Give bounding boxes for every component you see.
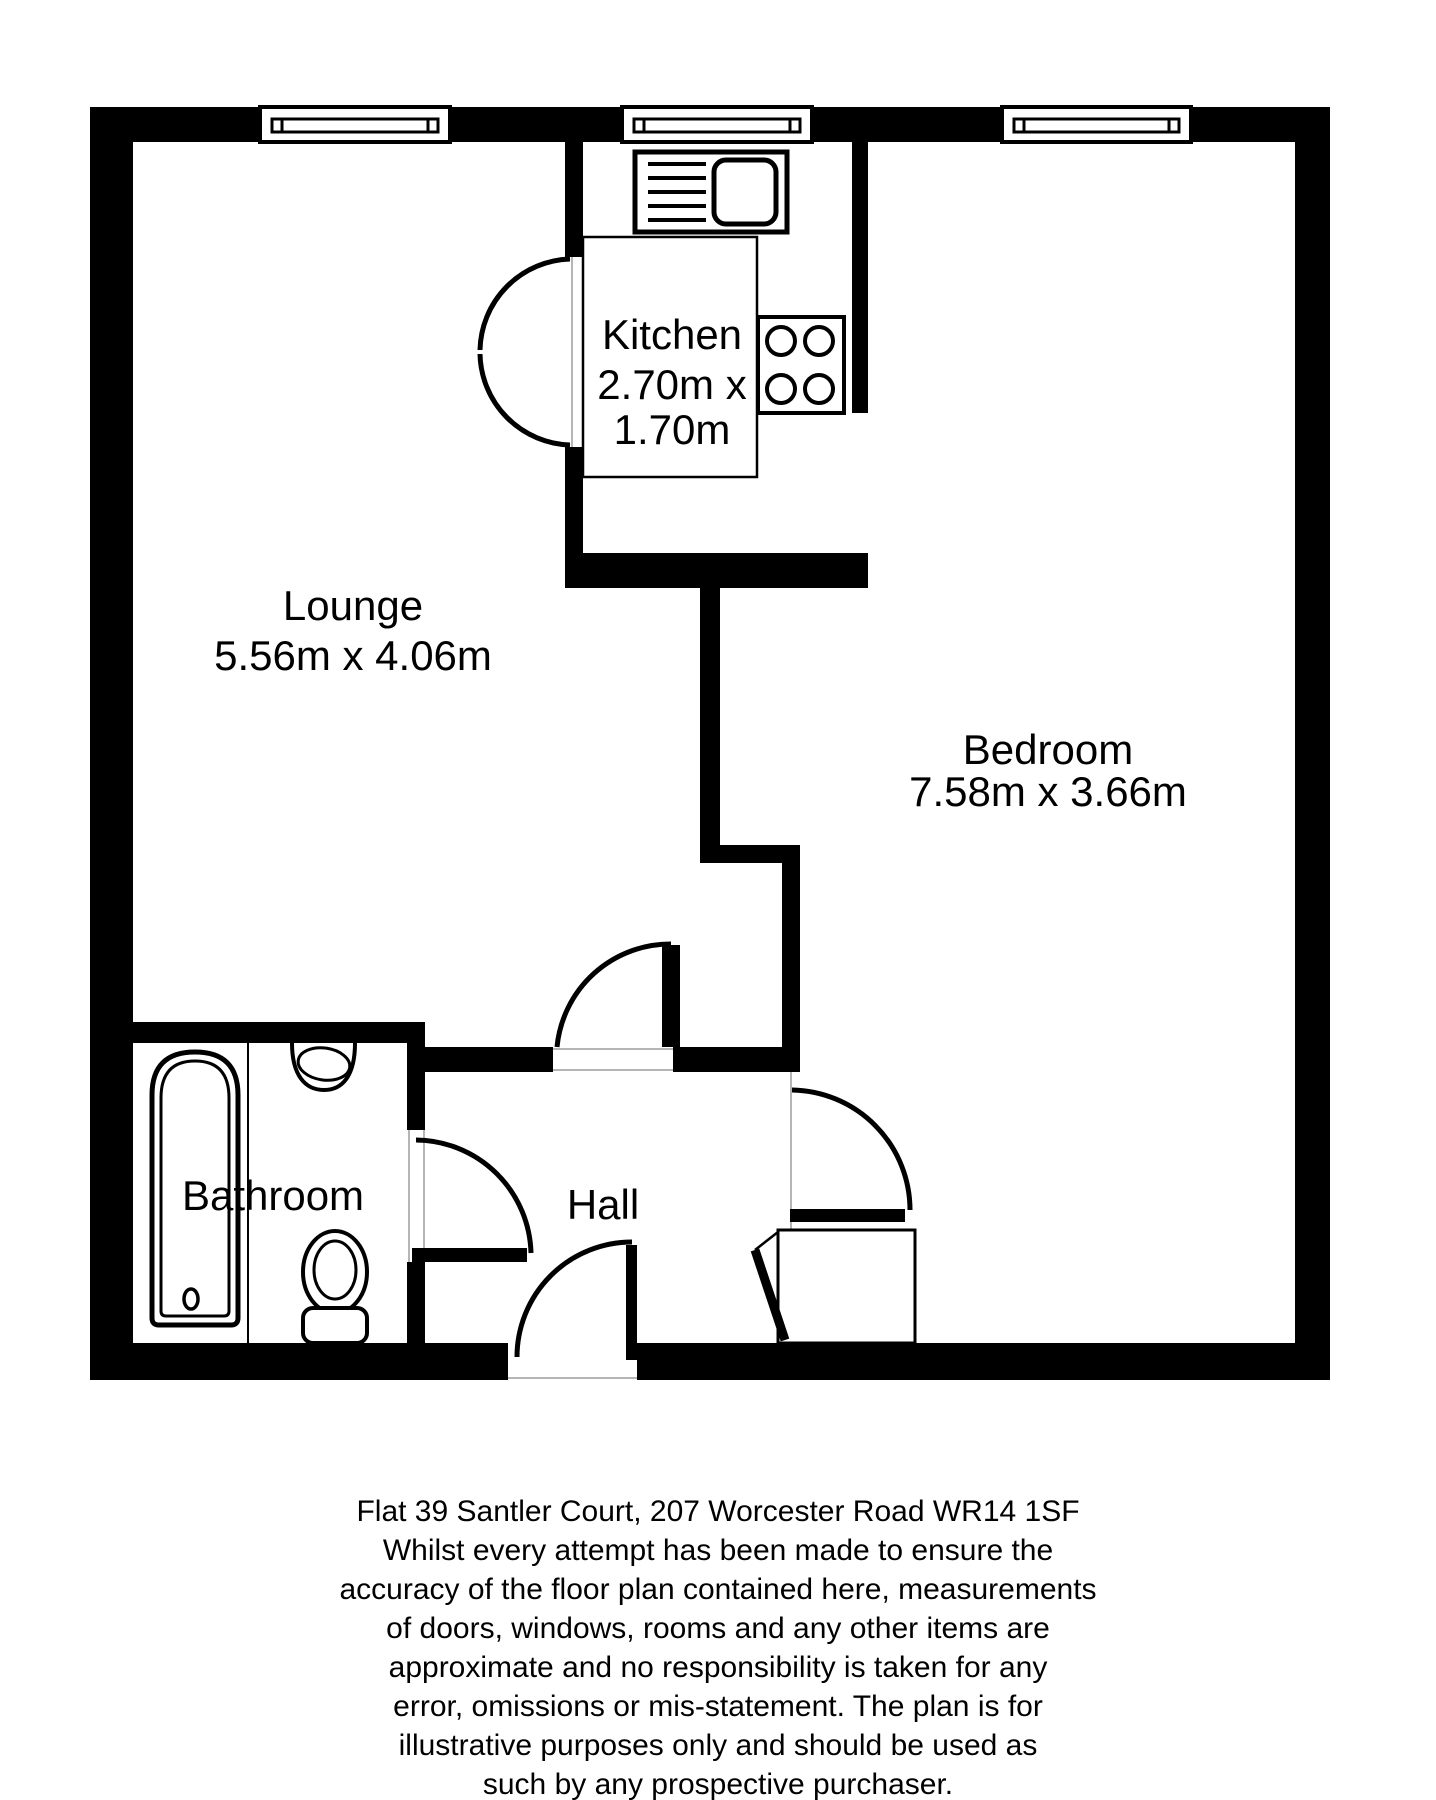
room-dims-bedroom: 7.58m x 3.66m bbox=[909, 768, 1187, 815]
lounge-door-leaf bbox=[662, 945, 680, 1047]
hall-top-wall-right bbox=[673, 1047, 782, 1072]
wall-right bbox=[1295, 107, 1330, 1380]
kitchen-hob bbox=[758, 317, 844, 413]
lounge-window bbox=[260, 107, 450, 142]
footer-line-8: such by any prospective purchaser. bbox=[482, 1768, 954, 1800]
kitchen-left-wall-upper bbox=[565, 142, 583, 257]
footer-line-3: accuracy of the floor plan contained here, measurements bbox=[339, 1573, 1097, 1606]
bathroom-top-wall bbox=[133, 1022, 425, 1043]
cupboard-box bbox=[778, 1230, 915, 1343]
wall-top-segment-b bbox=[450, 107, 622, 142]
lounge-bedroom-divider-lower bbox=[782, 845, 800, 1072]
wall-top-segment-c bbox=[812, 107, 1002, 142]
wall-left bbox=[90, 107, 133, 1380]
room-label-hall: Hall bbox=[566, 1181, 640, 1228]
toilet-cistern bbox=[303, 1308, 367, 1343]
entrance-door-leaf bbox=[626, 1245, 637, 1360]
room-label-bedroom: Bedroom bbox=[962, 726, 1134, 773]
window-glass bbox=[634, 119, 800, 132]
footer-line-6: error, omissions or mis-statement. The plan is for bbox=[393, 1690, 1043, 1723]
hall-top-wall-left bbox=[407, 1047, 553, 1072]
footer-line-1: Flat 39 Santler Court, 207 Worcester Road WR14 1SF bbox=[356, 1495, 1080, 1528]
kitchen-window bbox=[622, 107, 812, 142]
bathroom-door-leaf bbox=[412, 1248, 527, 1262]
kitchen-bedroom-divider bbox=[852, 142, 868, 413]
wall-bottom-segment-b bbox=[637, 1343, 1330, 1380]
room-dims-kitchen-line2: 1.70m bbox=[613, 406, 731, 453]
window-glass bbox=[272, 119, 438, 132]
kitchen-sink bbox=[635, 152, 787, 232]
window-glass bbox=[1014, 119, 1179, 132]
footer-line-2: Whilst every attempt has been made to ensure the bbox=[382, 1534, 1054, 1567]
room-dims-lounge: 5.56m x 4.06m bbox=[214, 632, 492, 679]
room-label-lounge: Lounge bbox=[282, 582, 424, 629]
bedroom-window bbox=[1002, 107, 1191, 142]
footer-line-4: of doors, windows, rooms and any other items are bbox=[386, 1612, 1050, 1645]
room-label-kitchen: Kitchen bbox=[601, 311, 743, 358]
hall-cupboard bbox=[755, 1230, 915, 1343]
sink-basin bbox=[714, 160, 776, 224]
room-dims-kitchen-line1: 2.70m x bbox=[597, 361, 747, 408]
bedroom-door-leaf bbox=[790, 1209, 905, 1222]
bathroom-right-wall-lower bbox=[407, 1262, 425, 1343]
footer-line-5: approximate and no responsibility is taken for any bbox=[388, 1651, 1048, 1684]
wall-bottom-segment-a bbox=[90, 1343, 508, 1380]
lounge-bedroom-divider-upper bbox=[700, 588, 720, 863]
room-label-bathroom: Bathroom bbox=[181, 1172, 365, 1219]
bathroom-right-wall-upper bbox=[407, 1022, 425, 1130]
kitchen-bottom-wall bbox=[565, 553, 868, 588]
toilet bbox=[303, 1231, 367, 1343]
footer-line-7: illustrative purposes only and should be used as bbox=[398, 1729, 1038, 1762]
